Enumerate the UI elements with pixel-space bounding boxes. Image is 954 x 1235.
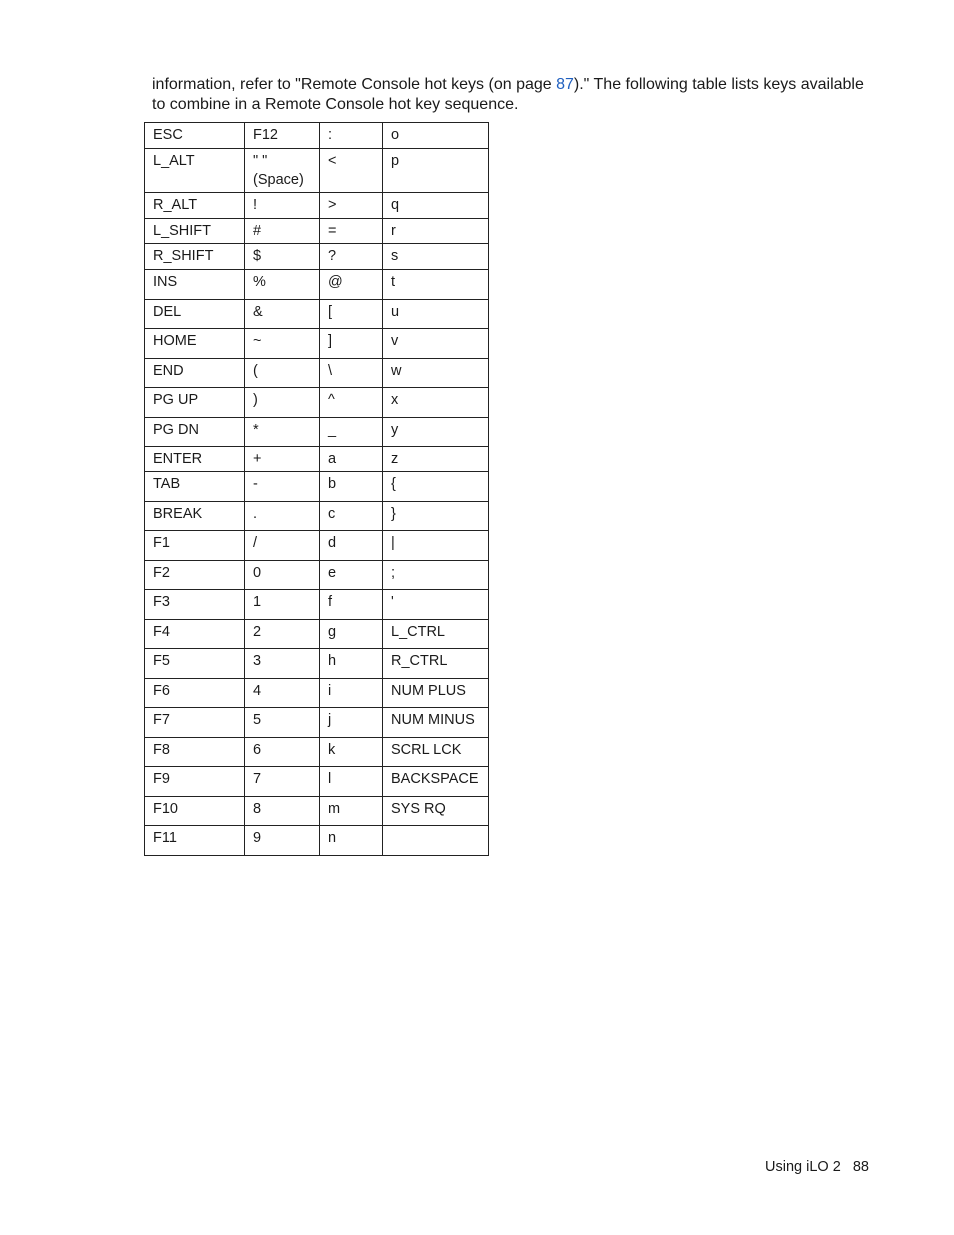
table-row xyxy=(145,797,489,826)
table-cell: ] xyxy=(320,329,383,359)
table-cell: ( xyxy=(245,359,320,388)
table-cell: - xyxy=(245,472,320,502)
table-row xyxy=(145,359,489,388)
table-cell: q xyxy=(383,193,489,219)
table-cell: ESC xyxy=(145,123,245,149)
intro-text-before: information, refer to "Remote Console hot keys (on page xyxy=(152,76,557,93)
table-cell: F7 xyxy=(145,708,245,738)
table-row xyxy=(145,418,489,447)
table-cell: { xyxy=(383,472,489,502)
table-cell: F4 xyxy=(145,620,245,649)
table-row xyxy=(145,329,489,359)
table-row xyxy=(145,620,489,649)
table-cell: ~ xyxy=(245,329,320,359)
table-cell: F3 xyxy=(145,590,245,620)
table-cell: l xyxy=(320,767,383,797)
table-cell: F5 xyxy=(145,649,245,679)
table-cell: w xyxy=(383,359,489,388)
hotkey-table xyxy=(144,122,489,856)
table-cell: [ xyxy=(320,300,383,329)
table-row xyxy=(145,388,489,418)
table-cell: END xyxy=(145,359,245,388)
table-row xyxy=(145,123,489,149)
table-cell: r xyxy=(383,219,489,244)
table-row xyxy=(145,270,489,300)
table-cell: 7 xyxy=(245,767,320,797)
page-footer xyxy=(765,1158,869,1176)
table-row xyxy=(145,502,489,531)
table-row xyxy=(145,244,489,270)
table-cell: ! xyxy=(245,193,320,219)
table-cell: = xyxy=(320,219,383,244)
table-cell: g xyxy=(320,620,383,649)
table-row xyxy=(145,472,489,502)
table-cell: TAB xyxy=(145,472,245,502)
table-cell: SYS RQ xyxy=(383,797,489,826)
table-row xyxy=(145,767,489,797)
intro-text-after: )." The following table lists keys available to combine in a Remote Console hot key sequence. xyxy=(152,76,864,113)
table-cell: 5 xyxy=(245,708,320,738)
table-cell: % xyxy=(245,270,320,300)
table-row xyxy=(145,561,489,590)
table-cell: F11 xyxy=(145,826,245,856)
table-cell: s xyxy=(383,244,489,270)
table-cell: R_SHIFT xyxy=(145,244,245,270)
table-cell: ; xyxy=(383,561,489,590)
table-cell: BREAK xyxy=(145,502,245,531)
table-cell: BACKSPACE xyxy=(383,767,489,797)
table-cell: & xyxy=(245,300,320,329)
table-row xyxy=(145,531,489,561)
table-row xyxy=(145,300,489,329)
table-cell: R_CTRL xyxy=(383,649,489,679)
table-cell: _ xyxy=(320,418,383,447)
table-cell: u xyxy=(383,300,489,329)
table-cell: 8 xyxy=(245,797,320,826)
table-cell: NUM PLUS xyxy=(383,679,489,708)
table-cell: p xyxy=(383,149,489,193)
table-cell: t xyxy=(383,270,489,300)
table-cell: | xyxy=(383,531,489,561)
table-cell: L_SHIFT xyxy=(145,219,245,244)
table-cell: HOME xyxy=(145,329,245,359)
table-cell: ^ xyxy=(320,388,383,418)
table-cell: ) xyxy=(245,388,320,418)
table-row xyxy=(145,193,489,219)
table-row xyxy=(145,708,489,738)
table-cell: f xyxy=(320,590,383,620)
table-cell: 1 xyxy=(245,590,320,620)
table-cell: F10 xyxy=(145,797,245,826)
table-cell: \ xyxy=(320,359,383,388)
table-cell: m xyxy=(320,797,383,826)
table-cell: z xyxy=(383,447,489,472)
table-cell: } xyxy=(383,502,489,531)
table-cell: h xyxy=(320,649,383,679)
table-cell: 0 xyxy=(245,561,320,590)
table-row xyxy=(145,219,489,244)
table-cell: + xyxy=(245,447,320,472)
table-cell: j xyxy=(320,708,383,738)
table-cell: L_ALT xyxy=(145,149,245,193)
table-cell: $ xyxy=(245,244,320,270)
table-cell: 6 xyxy=(245,738,320,767)
table-cell xyxy=(383,826,489,856)
table-cell: d xyxy=(320,531,383,561)
table-cell: / xyxy=(245,531,320,561)
table-cell: o xyxy=(383,123,489,149)
table-cell: F8 xyxy=(145,738,245,767)
table-cell: 3 xyxy=(245,649,320,679)
table-cell: ? xyxy=(320,244,383,270)
table-cell: * xyxy=(245,418,320,447)
hotkey-table-body xyxy=(145,123,489,856)
table-cell: . xyxy=(245,502,320,531)
table-cell: b xyxy=(320,472,383,502)
table-cell: # xyxy=(245,219,320,244)
table-row xyxy=(145,738,489,767)
table-cell: v xyxy=(383,329,489,359)
table-cell: F9 xyxy=(145,767,245,797)
table-cell: < xyxy=(320,149,383,193)
table-cell: NUM MINUS xyxy=(383,708,489,738)
footer-section-title: Using iLO 2 xyxy=(765,1159,841,1175)
table-cell: F12 xyxy=(245,123,320,149)
intro-paragraph xyxy=(152,75,872,115)
table-row xyxy=(145,447,489,472)
table-cell: e xyxy=(320,561,383,590)
table-cell: INS xyxy=(145,270,245,300)
table-cell: PG DN xyxy=(145,418,245,447)
table-cell: a xyxy=(320,447,383,472)
table-cell: @ xyxy=(320,270,383,300)
table-cell: SCRL LCK xyxy=(383,738,489,767)
table-cell: n xyxy=(320,826,383,856)
table-cell: F2 xyxy=(145,561,245,590)
table-cell: R_ALT xyxy=(145,193,245,219)
table-cell: " " (Space) xyxy=(245,149,320,193)
table-cell: 2 xyxy=(245,620,320,649)
table-cell: y xyxy=(383,418,489,447)
footer-page-number: 88 xyxy=(852,1159,869,1175)
table-cell: x xyxy=(383,388,489,418)
table-row xyxy=(145,679,489,708)
page-reference-link[interactable]: 87 xyxy=(556,76,574,93)
table-cell: ENTER xyxy=(145,447,245,472)
table-cell: k xyxy=(320,738,383,767)
table-cell: L_CTRL xyxy=(383,620,489,649)
table-cell: DEL xyxy=(145,300,245,329)
table-row xyxy=(145,149,489,193)
table-cell: PG UP xyxy=(145,388,245,418)
table-cell: i xyxy=(320,679,383,708)
table-cell: F1 xyxy=(145,531,245,561)
table-cell: c xyxy=(320,502,383,531)
table-cell: : xyxy=(320,123,383,149)
table-cell: 9 xyxy=(245,826,320,856)
table-cell: ' xyxy=(383,590,489,620)
table-row xyxy=(145,826,489,856)
table-cell: F6 xyxy=(145,679,245,708)
table-cell: 4 xyxy=(245,679,320,708)
table-cell: > xyxy=(320,193,383,219)
table-row xyxy=(145,590,489,620)
table-row xyxy=(145,649,489,679)
